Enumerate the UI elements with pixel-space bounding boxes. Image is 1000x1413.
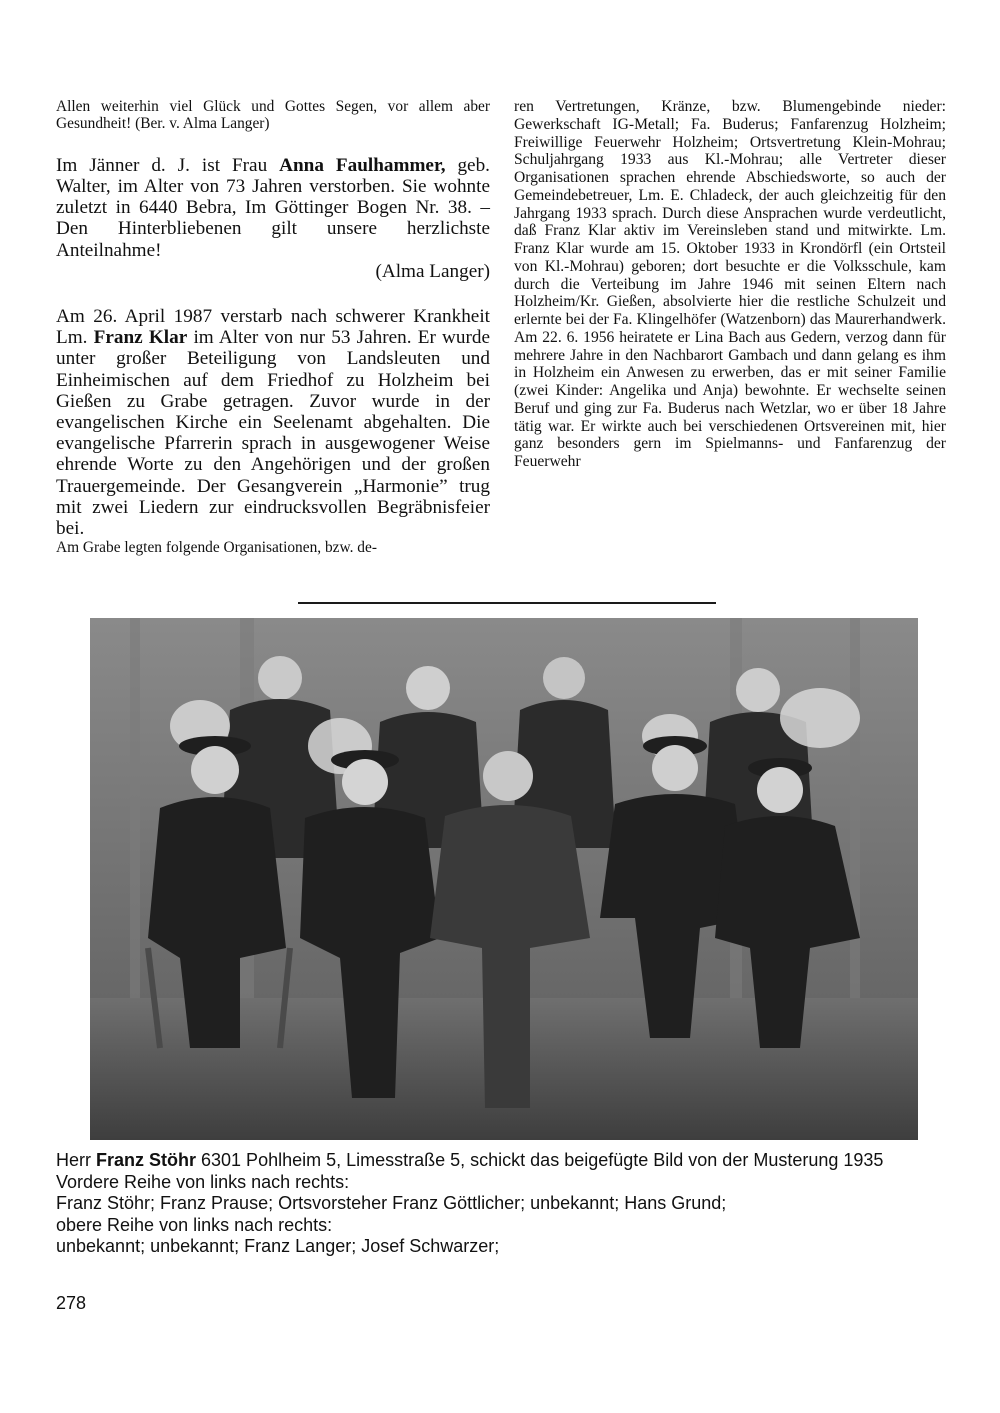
- page-number: 278: [56, 1293, 87, 1313]
- group-photo-illustration: [90, 618, 918, 1140]
- group-photo: [90, 618, 918, 1140]
- obituary-klar-intro: Am 26. April 1987 verstarb nach schwerer Krankheit Lm.: [56, 306, 490, 349]
- closing-wishes-paragraph: Allen weiterhin viel Glück und Gottes Segen, vor allem aber Gesundheit! (Ber. v. Alma Langer): [56, 98, 490, 133]
- obituary-faulhammer-intro: Im Jänner d. J. ist Frau: [56, 154, 280, 176]
- obituary-klar-body: im Alter von nur 53 Jahren. Er wurde unter großer Beteiligung von Landsleuten und Einheimischen auf dem Friedhof zu Holzheim bei Gießen zu Grabe getragen. Zuvor wurde in der evangelischen Kirche ein Seelenamt abgehalten. Die evangelische Pfarrerin sprach in ausgewogener Weise ehrende Worte zu den Angehörigen und der großen Trauergemeinde. Der Gesangverein „Harmonie” trug mit zwei Liedern zur eindrucksvollen Begräbnisfeier bei.: [56, 327, 490, 540]
- caption-line-5: unbekannt; unbekannt; Franz Langer; Josef Schwarzer;: [56, 1236, 500, 1257]
- caption-line-3: Franz Stöhr; Franz Prause; Ortsvorsteher Franz Göttlicher; unbekannt; Hans Grund;: [56, 1193, 727, 1214]
- obituary-klar-continuation: ren Vertretungen, Kränze, bzw. Blumengebinde nieder: Gewerkschaft IG-Metall; Fa. Buderus; Fanfarenzug Holzheim; Freiwillige Feuerwehr Holzheim; Ortsvertretung Klein-Mohrau; Schuljahrgang 1933 aus Kl.-Mohrau; alle Vertreter dieser Organisationen sprachen ehrende Abschiedsworte, so auch der Gemeindebetreuer, Lm. E. Chladeck, der auch gleichzeitig für den Jahrgang 1933 sprach. Durch diese Ansprachen wurde verdeutlicht, daß Franz Klar aktiv im Vereinsleben stand und mitwirkte. Lm. Franz Klar wurde am 15. Oktober 1933 in Krondörfl (ein Ortsteil von Kl.-Mohrau) geboren; dort besuchte er die Volksschule, kam durch die Verteibung im Jahre 1946 mit seinen Eltern nach Holzheim/Kr. Gießen, absolvierte hier die restliche Schulzeit und erlernte bei der Fa. Klingelhöfer (Watzenborn) das Maurerhandwerk. Am 22. 6. 1956 heiratete er Lina Bach aus Gedern, verzog dann für mehrere Jahre in den Nachbarort Gambach und dann gelang es ihm in Holzheim ein Anwesen zu erwerben, das er mit seiner Familie (zwei Kinder: Angelika und Anja) bewohnte. Er wechselte seinen Beruf und ging zur Fa. Buderus nach Wetzlar, wo er über 18 Jahre tätig war. Er wirkte auch bei verschiedenen Ortsvereinen mit, hier ganz besonders gern im Spielmanns- und Fanfarenzug der Feuerwehr: [514, 98, 946, 470]
- caption-sender-name: Franz Stöhr: [96, 1150, 197, 1170]
- obituary-klar-continued: Am Grabe legten folgende Organisationen, bzw. de-: [56, 539, 377, 557]
- left-column: [56, 98, 490, 557]
- section-divider: [298, 602, 716, 604]
- caption-line-2: Vordere Reihe von links nach rechts:: [56, 1171, 350, 1192]
- caption-intro: Herr: [56, 1150, 96, 1170]
- obituary-faulhammer-name: Anna Faulhammer,: [279, 154, 446, 176]
- obituary-klar-name: Franz Klar: [93, 327, 188, 349]
- caption-address: 6301 Pohlheim 5, Limesstraße 5, schickt das beigefügte Bild von der Musterung 1935: [196, 1150, 884, 1170]
- obituary-faulhammer-body: geb. Walter, im Alter von 73 Jahren verstorben. Sie wohnte zuletzt in 6440 Bebra, Im Göttinger Bogen Nr. 38. – Den Hinterbliebenen gilt unsere herzlichste Anteilnahme!: [56, 154, 490, 261]
- obituary-faulhammer-signature: (Alma Langer): [375, 260, 490, 282]
- caption-line-4: obere Reihe von links nach rechts:: [56, 1214, 333, 1235]
- photo-caption: [56, 1150, 956, 1258]
- caption-line-1: [56, 1150, 956, 1172]
- right-column: [514, 98, 946, 471]
- obituary-faulhammer: [56, 155, 490, 282]
- obituary-klar: [56, 306, 490, 539]
